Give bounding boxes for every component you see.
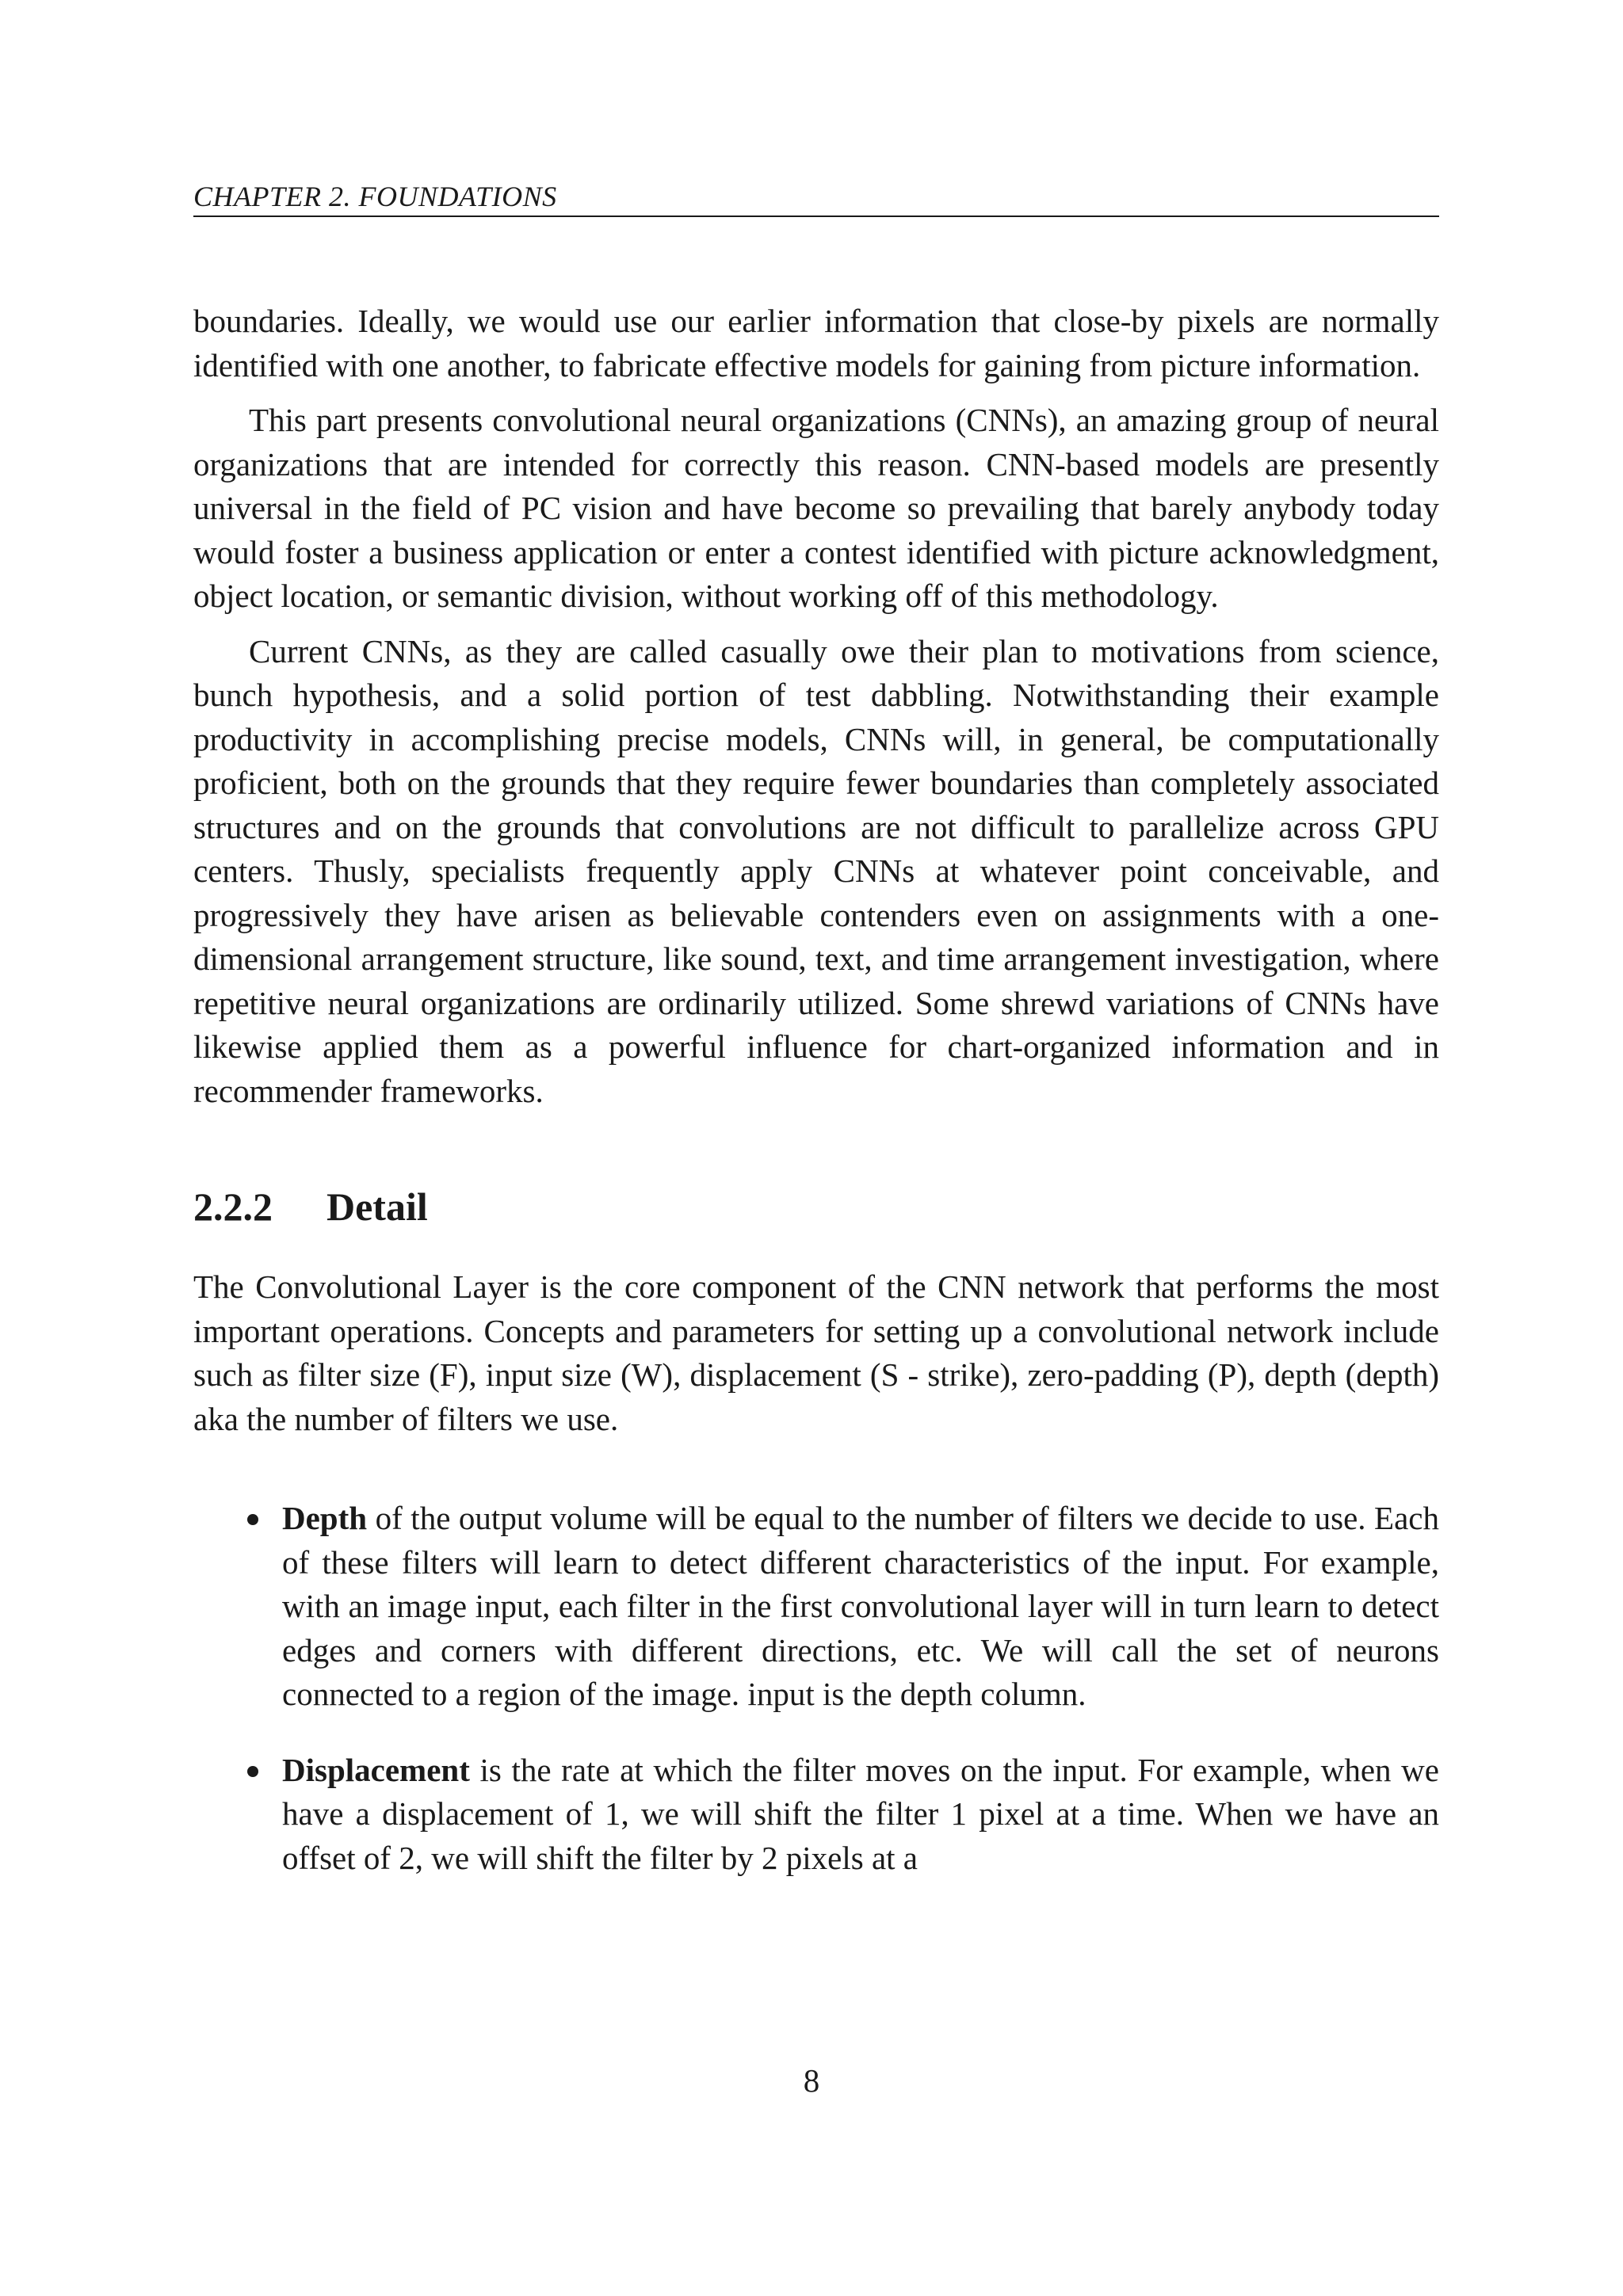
section-title: Detail [327,1184,428,1229]
main-text [193,299,1439,1912]
section-intro-paragraph: The Convolutional Layer is the core component of the CNN network that performs the most important operations. Concepts and parameters for setting up a convolutional network include such as filter size (F), input size (W), displacement (S - strike), zero-padding (P), depth (depth) aka the number of filters we use. [193,1268,1439,1437]
bullet-term: Displacement [282,1751,470,1788]
page-number: 8 [803,2062,820,2099]
bullet-icon [247,1514,258,1525]
paragraph-cnn-intro: This part presents convolutional neural organizations (CNNs), an amazing group of neural organizations that are intended for correctly this reason. CNN-based models are presently universal in the field of PC vision and have become so prevailing that barely anybody today would foster a business application or enter a contest identified with picture acknowledgment, object location, or semantic division, without working off of this methodology. [193,402,1439,614]
list-item-displacement [282,1749,1439,1881]
bullet-text: of the output volume will be equal to the number of filters we decide to use. Each of these filters will learn to detect different characteristics of the input. For example, with an image input, each filter in the first convolutional layer will in turn learn to detect edges and corners with different directions, etc. We will call the set of neurons connected to a region of the image. input is the depth column. [282,1500,1439,1712]
paragraph-continued: boundaries. Ideally, we would use our earlier information that close-by pixels are normally identified with one another, to fabricate effective models for gaining from picture information. [193,303,1439,383]
bullet-list [193,1497,1439,1880]
bullet-text: is the rate at which the filter moves on the input. For example, when we have a displacement of 1, we will shift the filter 1 pixel at a time. When we have an offset of 2, we will shift the filter by 2 pixels at a [282,1751,1439,1876]
bullet-icon [247,1766,258,1777]
paragraph-current-cnns: Current CNNs, as they are called casually owe their plan to motivations from science, bunch hypothesis, and a solid portion of test dabbling. Notwithstanding their example productivity in accomplishing precise models, CNNs will, in general, be computationally proficient, both on the grounds that they require fewer boundaries than completely associated structures and on the grounds that convolutions are not difficult to parallelize across GPU centers. Thusly, specialists frequently apply CNNs at whatever point conceivable, and progressively they have arisen as believable contenders even on assignments with a one-dimensional arrangement structure, like sound, text, and time arrangement investigation, where repetitive neural organizations are ordinarily utilized. Some shrewd variations of CNNs have likewise applied them as a powerful influence for chart-organized information and in recommender frameworks. [193,632,1439,1109]
bullet-term: Depth [282,1500,368,1536]
section-number: 2.2.2 [193,1184,273,1229]
running-header: CHAPTER 2. FOUNDATIONS [193,181,1439,217]
list-item-depth [282,1497,1439,1717]
section-heading [193,1183,1439,1230]
